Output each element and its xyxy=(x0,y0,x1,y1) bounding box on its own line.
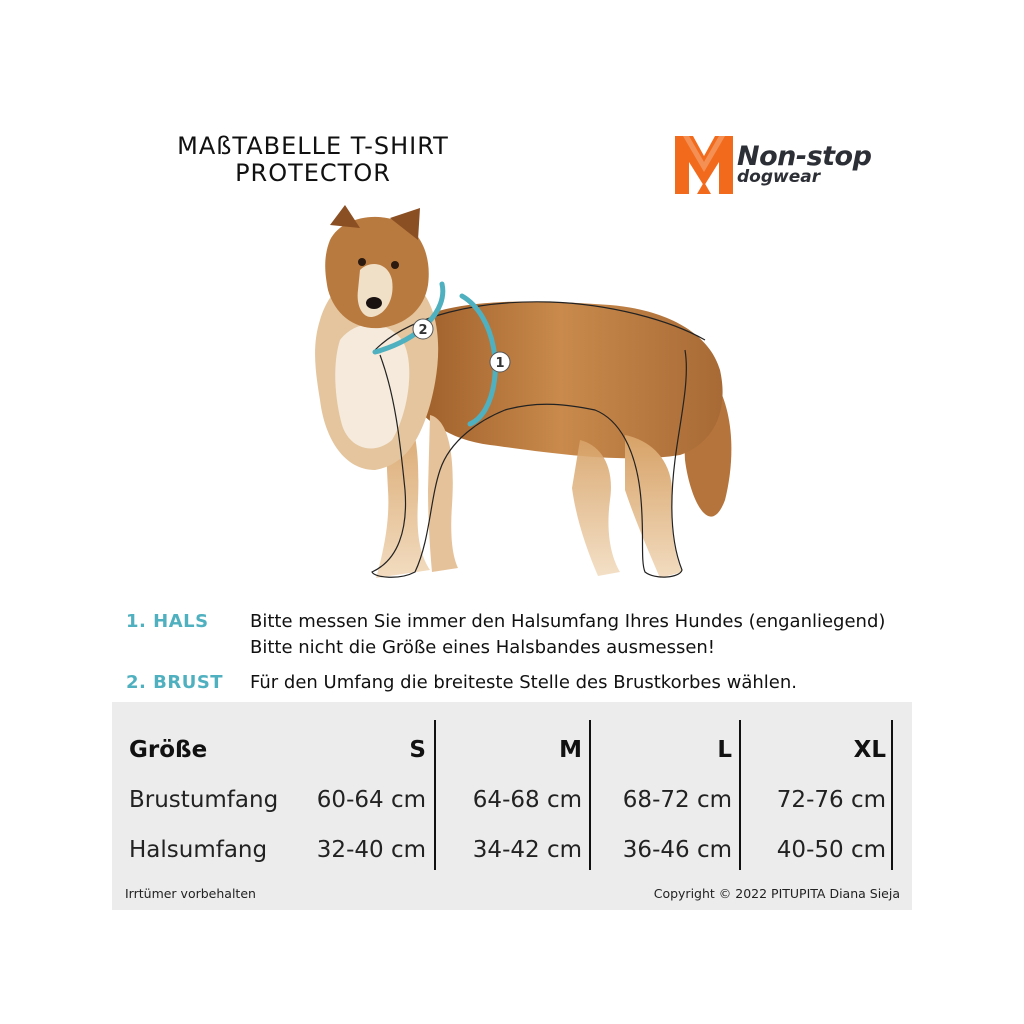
header-m: M xyxy=(559,737,582,763)
instruction-text-brust: Für den Umfang die breiteste Stelle des Brustkorbes wählen. xyxy=(250,672,797,693)
header-s: S xyxy=(409,737,426,763)
marker-2: 2 xyxy=(418,323,428,338)
column-divider xyxy=(434,720,436,870)
marker-1: 1 xyxy=(495,356,505,371)
header-l: L xyxy=(717,737,732,763)
instruction-label-brust: 2. BRUST xyxy=(126,672,224,693)
cell-hals-m: 34-42 cm xyxy=(472,837,582,863)
header-xl: XL xyxy=(853,737,886,763)
neck-marker xyxy=(413,319,433,339)
cell-brust-s: 60-64 cm xyxy=(316,787,426,813)
cell-brust-l: 68-72 cm xyxy=(622,787,732,813)
cell-hals-xl: 40-50 cm xyxy=(776,837,886,863)
disclaimer: Irrtümer vorbehalten xyxy=(125,886,256,901)
cell-hals-s: 32-40 cm xyxy=(316,837,426,863)
header-size: Größe xyxy=(129,737,208,763)
row-label-brust: Brustumfang xyxy=(129,787,279,813)
column-divider xyxy=(589,720,591,870)
title-line-2: PROTECTOR xyxy=(235,159,391,187)
logo-brand: Non-stop xyxy=(737,141,872,172)
logo-sub: dogwear xyxy=(737,167,821,187)
page-title xyxy=(160,133,466,187)
column-divider xyxy=(891,720,893,870)
cell-brust-m: 64-68 cm xyxy=(472,787,582,813)
chest-marker xyxy=(490,352,510,372)
cell-hals-l: 36-46 cm xyxy=(622,837,732,863)
logo-wordmark xyxy=(737,142,871,185)
instruction-label-hals: 1. HALS xyxy=(126,611,209,632)
title-line-1: MAßTABELLE T-SHIRT xyxy=(177,132,449,160)
copyright: Copyright © 2022 PITUPITA Diana Sieja xyxy=(653,886,900,901)
cell-brust-xl: 72-76 cm xyxy=(776,787,886,813)
dog-measurement-illustration xyxy=(280,200,760,600)
instruction-text-hals-1: Bitte messen Sie immer den Halsumfang Ihres Hundes (enganliegend) xyxy=(250,611,886,632)
instruction-text-hals-2: Bitte nicht die Größe eines Halsbandes ausmessen! xyxy=(250,637,716,658)
row-label-hals: Halsumfang xyxy=(129,837,268,863)
column-divider xyxy=(739,720,741,870)
